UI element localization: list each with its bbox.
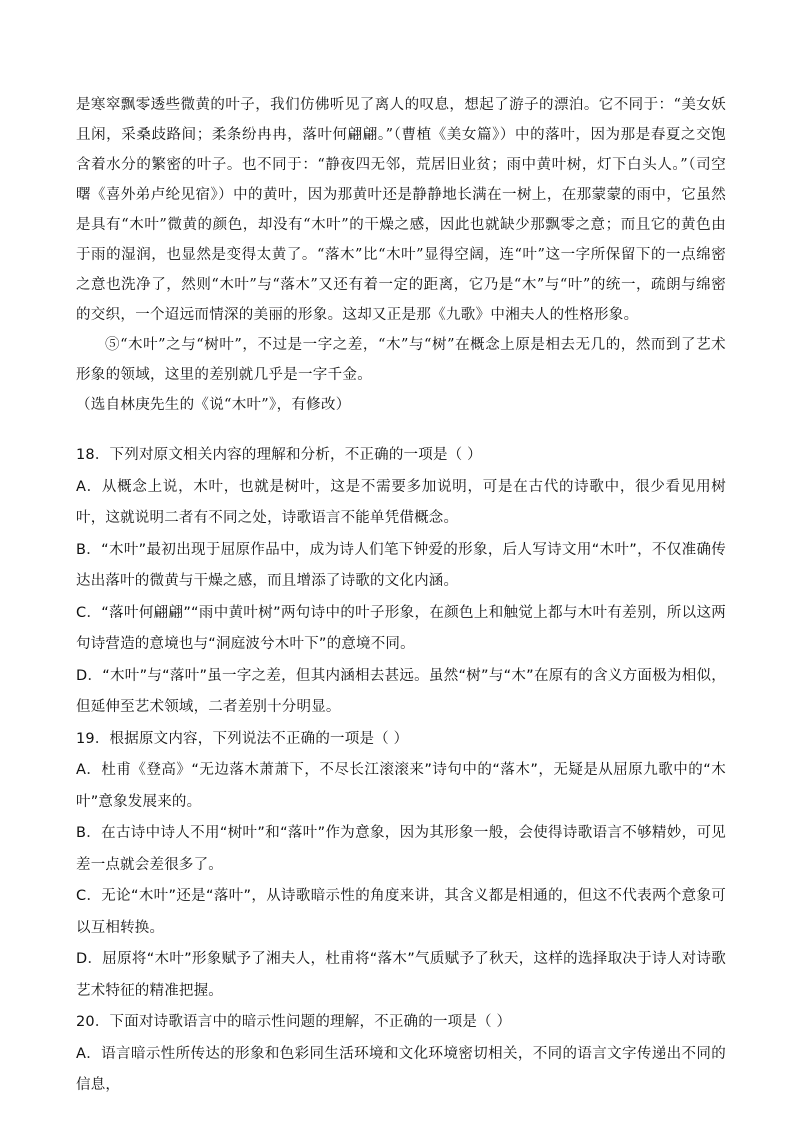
question-18-option-d: D．“木叶”与“落叶”虽一字之差，但其内涵相去甚远。虽然“树”与“木”在原有的含义方面极为相似，但延伸至艺术领域，二者差别十分明显。 — [76, 667, 726, 715]
passage-paragraph-5: ⑤“木叶”之与“树叶”，不过是一字之差，“木”与“树”在概念上原是相去无几的，然而到了艺术形象的领域，这里的差别就几乎是一字千金。 — [76, 337, 726, 383]
question-19-stem: 19．根据原文内容，下列说法不正确的一项是（ ） — [76, 730, 409, 747]
question-20-option-a: A．语言暗示性所传达的形象和色彩同生活环境和文化环境密切相关，不同的语言文字传递出不同的信息， — [76, 1045, 726, 1093]
question-19-option-c: C．无论“木叶”还是“落叶”，从诗歌暗示性的角度来讲，其含义都是相通的，但这不代表两个意象可以互相转换。 — [76, 888, 726, 936]
passage-source: （选自林庚先生的《说“木叶”》，有修改） — [76, 397, 351, 413]
question-19-option-b: B．在古诗中诗人不用“树叶”和“落叶”作为意象，因为其形象一般，会使得诗歌语言不够精妙，可见差一点就会差很多了。 — [76, 825, 726, 873]
question-18-option-b: B．“木叶”最初出现于屈原作品中，成为诗人们笔下钟爱的形象，后人写诗文用“木叶”，不仅准确传达出落叶的微黄与干燥之感，而且增添了诗歌的文化内涵。 — [76, 541, 726, 589]
question-18-stem: 18．下列对原文相关内容的理解和分析，不正确的一项是（ ） — [76, 447, 482, 463]
question-18-option-c: C．“落叶何翩翩”“雨中黄叶树”两句诗中的叶子形象，在颜色上和触觉上都与木叶有差别，所以这两句诗营造的意境也与“洞庭波兮木叶下”的意境不同。 — [76, 604, 726, 652]
question-list — [76, 440, 726, 1102]
question-18-option-a: A．从概念上说，木叶，也就是树叶，这是不需要多加说明，可是在古代的诗歌中，很少看见用树叶，这就说明二者有不同之处，诗歌语言不能单凭借概念。 — [76, 478, 726, 526]
passage-paragraph: 是寒窣飘零透些微黄的叶子，我们仿佛听见了离人的叹息，想起了游子的漂泊。它不同于：“美女妖且闲，采桑歧路间；柔条纷冉冉，落叶何翩翩。”（曹植《美女篇》）中的落叶，因为那是春夏之交饱含着水分的繁密的叶子。也不同于：“静夜四无邻，荒居旧业贫；雨中黄叶树，灯下白头人。”（司空曙《喜外弟卢纶见宿》）中的黄叶，因为那黄叶还是静静地长满在一树上，在那蒙蒙的雨中，它虽然是具有“木叶”微黄的颜色，却没有“木叶”的干燥之感，因此也就缺少那飘零之意；而且它的黄色由于雨的湿润，也显然是变得太黄了。“落木”比“木叶”显得空阔，连“叶”这一字所保留下的一点绵密之意也洗净了，然则“木叶”与“落木”又还有着一定的距离，它乃是“木”与“叶”的统一，疏朗与绵密的交织，一个迢远而情深的美丽的形象。这却又正是那《九歌》中湘夫人的性格形象。 — [76, 97, 726, 323]
question-20-stem: 20．下面对诗歌语言中的暗示性问题的理解，不正确的一项是（ ） — [76, 1014, 512, 1030]
question-19-option-a: A．杜甫《登高》“无边落木萧萧下，不尽长江滚滚来”诗句中的“落木”，无疑是从屈原九歌中的“木叶”意象发展来的。 — [76, 762, 726, 810]
question-19-option-d: D．屈原将“木叶”形象赋予了湘夫人，杜甫将“落木”气质赋予了秋天，这样的选择取决于诗人对诗歌艺术特征的精准把握。 — [76, 951, 726, 999]
reading-passage — [76, 90, 726, 420]
